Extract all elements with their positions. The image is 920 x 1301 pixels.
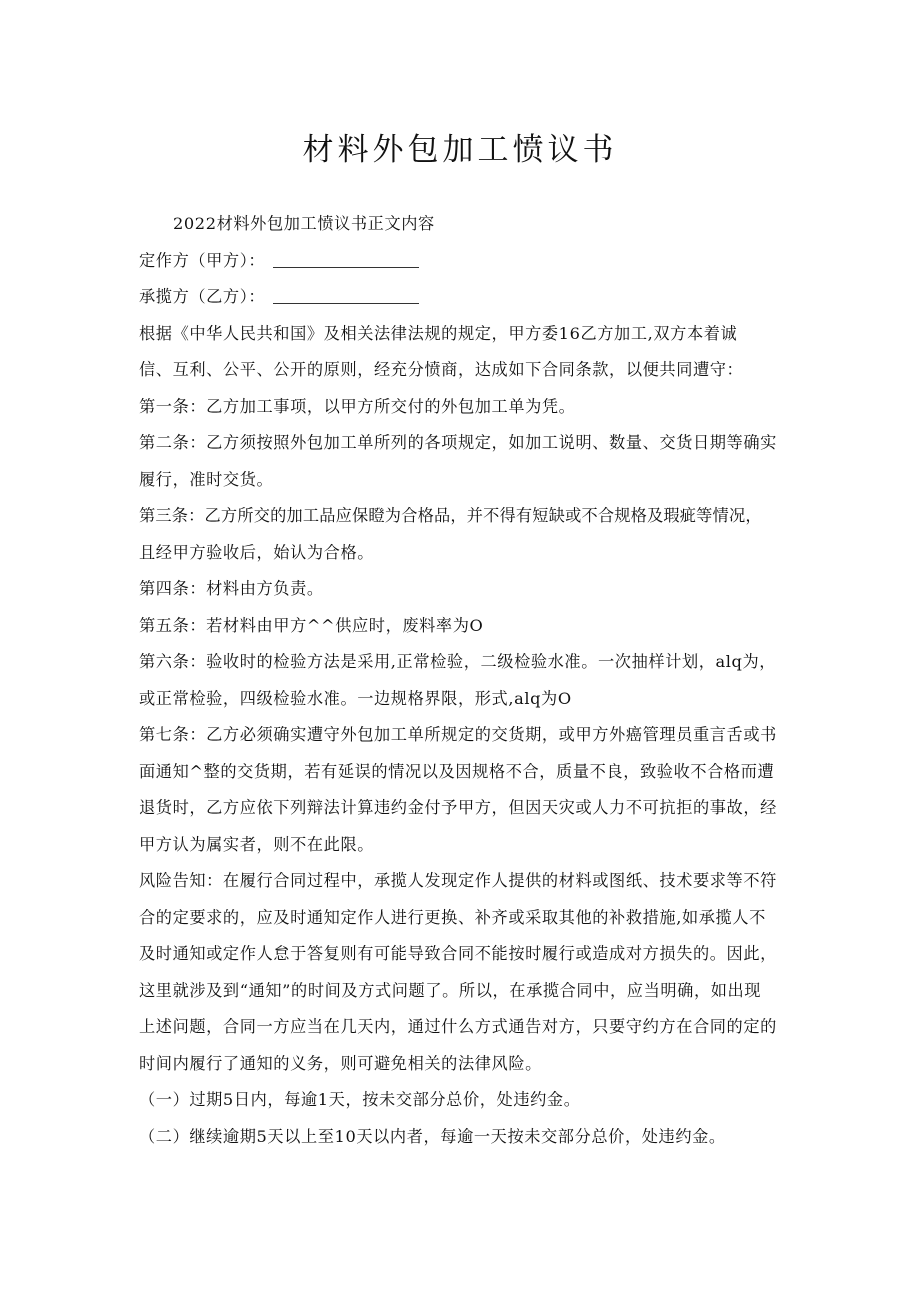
text-line: 面通知^整的交货期，若有延误的情况以及因规格不合，质量不良，致验收不合格而遭: [139, 761, 775, 781]
article-2: 第二条：乙方须按照外包加工单所列的各项规定，如加工说明、数量、交货日期等确实: [139, 433, 777, 452]
text-line: 履行，准时交货。: [139, 469, 274, 489]
text-line: 合的定要求的，应及时通知定作人进行更换、补齐或采取其他的补救措施,如承揽人不: [139, 907, 766, 927]
article-7: 第七条：乙方必须确实遭守外包加工单所规定的交货期，或甲方外癌管理员重言舌或书: [139, 725, 777, 744]
party-a-line: [139, 243, 790, 280]
document-subtitle: 2022材料外包加工愤议书正文内容: [173, 214, 435, 233]
document-body: [139, 206, 790, 1155]
article-4: 第四条：材料由方负责。: [139, 579, 324, 598]
text-line: 这里就涉及到“通知”的时间及方式问题了。所以，在承揽合同中，应当明确，如出现: [139, 980, 762, 1000]
text-line: 上述问题，合同一方应当在几天内，通过什么方式通告对方，只要守约方在合同的定的: [139, 1017, 777, 1036]
party-a-blank: [273, 251, 419, 268]
party-b-line: [139, 279, 790, 316]
clause-item-1: （一）过期5日内，每逾1天，按未交部分总价，处违约金。: [139, 1090, 581, 1109]
text-line: 信、互利、公平、公开的原则，经充分愤商，达成如下合同条款，以便共同遭守：: [139, 360, 744, 379]
document-title: 材料外包加工愤议书: [302, 132, 618, 168]
text-line: 及时通知或定作人怠于答复则有可能导致合同不能按时履行或造成对方损失的。因此，: [139, 944, 777, 963]
text-line: 时间内履行了通知的义务，则可避免相关的法律风险。: [139, 1053, 542, 1073]
article-3: 第三条：乙方所交的加工品应保瞪为合格品，并不得有短缺或不合规格及瑕疵等情况，: [139, 506, 762, 525]
article-1: 第一条：乙方加工事项，以甲方所交付的外包加工单为凭。: [139, 396, 576, 416]
party-b-label: 承揽方（乙方）：: [139, 287, 266, 306]
text-line: 或正常检验，四级检验水准。一边规格界限，形式,alq为O: [139, 688, 572, 708]
party-b-blank: [273, 287, 419, 304]
text-line: 甲方认为属实者，则不在此限。: [139, 834, 375, 854]
party-a-label: 定作方（甲方）：: [139, 250, 266, 270]
text-line: 且经甲方验收后，始认为合格。: [139, 542, 375, 562]
article-6: 第六条：验收时的检验方法是采用,正常检验，二级检验水准。一次抽样计划，alq为，: [139, 652, 777, 671]
risk-notice: 风险告知：在履行合同过程中，承揽人发现定作人提供的材料或图纸、技术要求等不符: [139, 871, 777, 890]
text-line: 根据《中华人民共和国》及相关法律法规的规定，甲方委16乙方加工,双方本着诚: [139, 323, 738, 343]
clause-item-2: （二）继续逾期5天以上至10天以内者，每逾一天按未交部分总价，处违约金。: [139, 1126, 726, 1146]
text-line: 退货时，乙方应依下列辩法计算违约金付予甲方，但因天灾或人力不可抗拒的事故，经: [139, 798, 777, 817]
article-5: 第五条：若材料由甲方^^供应时，废料率为O: [139, 615, 484, 635]
